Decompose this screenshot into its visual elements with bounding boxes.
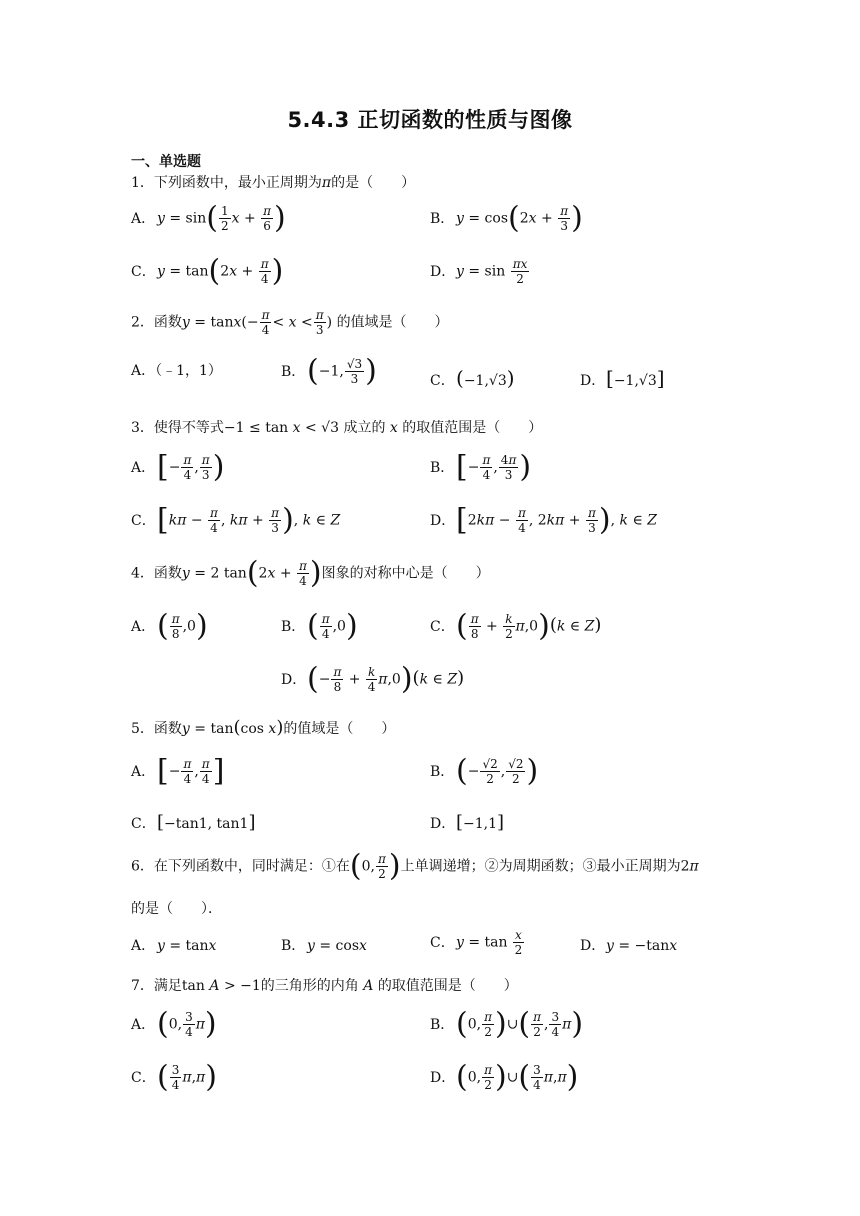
q5-option-a[interactable]: A．[− $\frac{\pi}{4}$ , $\frac{\pi}{4}$ ] bbox=[131, 753, 225, 789]
q5-option-b[interactable]: B．(− $\frac{√2}{2}$ , $\frac{√2}{2}$ ) bbox=[430, 753, 539, 789]
q7-stem-a: 7．满足 bbox=[131, 978, 182, 994]
q1-option-b[interactable]: B． y = cos(2x + $\frac{\pi}{3}$ ) bbox=[430, 200, 583, 236]
q5-option-d[interactable]: D．[−1,1] bbox=[430, 812, 505, 833]
q3-option-c[interactable]: C．[kπ − $\frac{\pi}{4}$ , kπ + $\frac{\pi}{3}$ ), k ∈ Z bbox=[131, 502, 341, 538]
q2-stem-b: 的值域是（ ） bbox=[336, 314, 449, 331]
question-1: 1．下列函数中，最小正周期为π的是（ ） bbox=[131, 175, 416, 191]
q6-option-a[interactable]: A． y = tanx bbox=[131, 938, 217, 954]
q6-stem-a: 6．在下列函数中，同时满足：①在 bbox=[131, 858, 350, 875]
q3-option-a[interactable]: A．[− $\frac{\pi}{4}$ , $\frac{\pi}{3}$ ) bbox=[131, 449, 225, 485]
q7-stem-b: 的三角形的内角 bbox=[260, 978, 359, 994]
q7-option-d[interactable]: D．(0, $\frac{\pi}{2}$ )∪( $\frac{3}{4}$ π,π) bbox=[430, 1059, 579, 1095]
q7-option-c[interactable]: C．( $\frac{3}{4}$ π,π) bbox=[131, 1059, 217, 1095]
q1-option-d[interactable]: D．y = sin $\frac{\pi x}{2}$ bbox=[430, 257, 528, 286]
q4-option-c[interactable]: C．( $\frac{\pi}{8}$ + $\frac{k}{2}$ π,0)(k ∈ Z) bbox=[430, 608, 602, 644]
q7-stem-c: 的取值范围是（ ） bbox=[377, 978, 518, 994]
q4-stem-a: 4．函数 bbox=[131, 565, 182, 582]
q2-option-a[interactable]: A．（﹣1，1） bbox=[131, 363, 222, 379]
q5-stem-a: 5．函数 bbox=[131, 721, 182, 737]
page-title: 5.4.3 正切函数的性质与图像 bbox=[287, 108, 573, 132]
q3-option-b[interactable]: B．[− $\frac{\pi}{4}$ , $\frac{4\pi}{3}$ ) bbox=[430, 449, 532, 485]
q4-stem-b: 图象的对称中心是（ ） bbox=[321, 565, 490, 582]
q4-option-b[interactable]: B．( $\frac{\pi}{4}$ ,0) bbox=[281, 608, 358, 644]
q7-option-a[interactable]: A．(0, $\frac{3}{4}$ π) bbox=[131, 1006, 217, 1042]
question-6-continued bbox=[131, 898, 222, 918]
question-2: 2．函数y = tanx(− $\frac{\pi}{4}$ < x < $\frac{\pi}{3}$ ) 的值域是（ ） bbox=[131, 308, 449, 337]
q5-stem-b: 的值域是（ ） bbox=[283, 721, 396, 737]
q6-stem-b: 上单调递增；②为周期函数；③最小正周期为 bbox=[400, 858, 681, 875]
q1-option-a[interactable]: A． y = sin( $\frac{1}{2}$ x + $\frac{\pi}{6}$ ) bbox=[131, 200, 286, 236]
q4-option-d[interactable]: D．(− $\frac{\pi}{8}$ + $\frac{k}{4}$ π,0)(k ∈ Z) bbox=[281, 661, 465, 697]
q2-option-d[interactable]: D．[−1,√3] bbox=[580, 366, 665, 390]
q2-option-c[interactable]: C．(−1,√3) bbox=[430, 366, 515, 390]
q1-stem-a: 1．下列函数中，最小正周期为 bbox=[131, 175, 322, 191]
q4-option-a[interactable]: A．( $\frac{\pi}{8}$ ,0) bbox=[131, 608, 208, 644]
q6-option-c[interactable]: C．y = tan $\frac{x}{2}$ bbox=[430, 928, 523, 957]
section-heading: 一、单选题 bbox=[131, 154, 201, 170]
q1-option-c[interactable]: C．y = tan(2x + $\frac{\pi}{4}$ ) bbox=[131, 253, 284, 289]
q2-option-b[interactable]: B．(−1, $\frac{√3}{3}$ ) bbox=[281, 353, 377, 389]
q1-stem-b: 的是（ ） bbox=[331, 175, 416, 191]
q3-stem-a: 3．使得不等式 bbox=[131, 420, 224, 436]
question-6: 6．在下列函数中，同时满足：①在(0, $\frac{\pi}{2}$ )上单调递增；②为周期函数；③最小正周期为2π bbox=[131, 848, 699, 884]
question-3: 3．使得不等式−1 ≤ tan x < √3 成立的 x 的取值范围是（ ） bbox=[131, 420, 543, 436]
question-7: 7．满足tan A > −1的三角形的内角 A 的取值范围是（ ） bbox=[131, 978, 518, 994]
q3-stem-b: 成立的 bbox=[343, 420, 386, 436]
q3-stem-c: 的取值范围是（ ） bbox=[402, 420, 543, 436]
q7-option-b[interactable]: B．(0, $\frac{\pi}{2}$ )∪( $\frac{\pi}{2}$ , $\frac{3}{4}$ π) bbox=[430, 1006, 584, 1042]
q6-option-b[interactable]: B． y = cosx bbox=[281, 938, 367, 954]
question-5: 5．函数y = tan(cos x)的值域是（ ） bbox=[131, 717, 396, 738]
q3-option-d[interactable]: D．[2kπ − $\frac{\pi}{4}$ , 2kπ + $\frac{\pi}{3}$ ), k ∈ Z bbox=[430, 502, 657, 538]
q6-option-d[interactable]: D．y = −tanx bbox=[580, 938, 678, 954]
question-4: 4．函数y = 2 tan(2x + $\frac{\pi}{4}$ )图象的对称中心是（ ） bbox=[131, 555, 490, 591]
q5-option-c[interactable]: C．[−tan1, tan1] bbox=[131, 812, 256, 833]
q2-stem-a: 2．函数 bbox=[131, 314, 182, 331]
q6-stem-c: 的是（ ）． bbox=[131, 901, 222, 917]
